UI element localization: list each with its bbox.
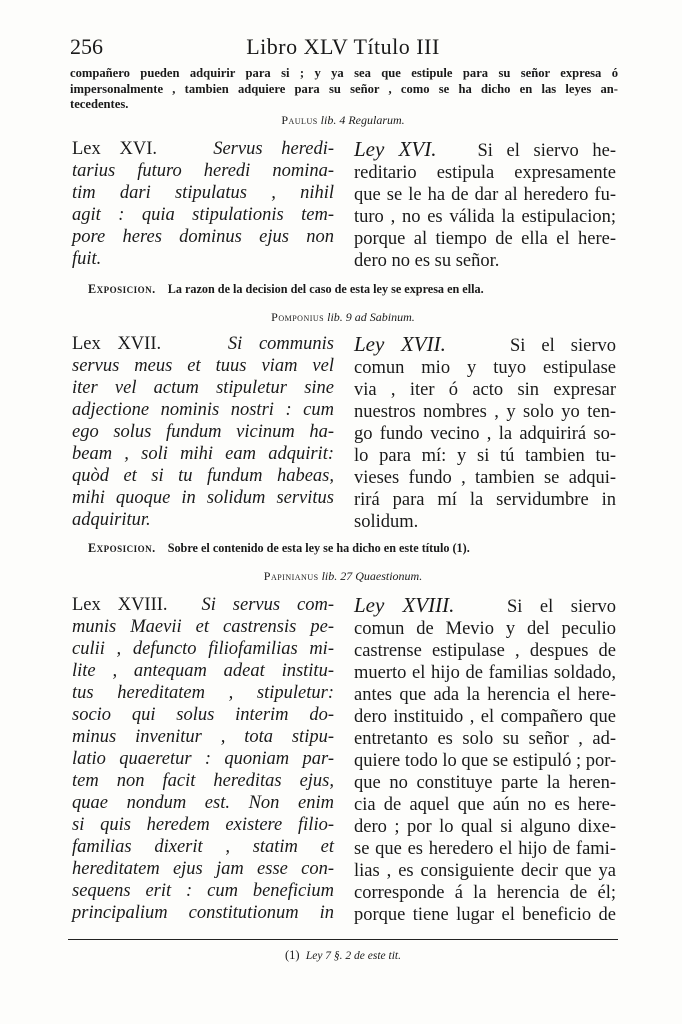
text-line: que no constituye parte la heren- — [354, 773, 616, 793]
exposicion — [88, 282, 618, 297]
text-line: beam , soli mihi eam adquirit: — [72, 444, 334, 464]
text-line: corresponde á la herencia de él; — [354, 883, 616, 903]
text-line: servus meus et tuus viam vel — [72, 356, 334, 376]
exposicion-text: Sobre el contenido de esta ley se ha dicho en este título (1). — [167, 541, 470, 555]
text-line: ego solus fundum vicinum ha- — [72, 422, 334, 442]
text-line: dero instituido , el compañero que — [354, 707, 616, 727]
source-author: Pomponius — [271, 310, 325, 324]
text-line: rirá para mí la servidumbre in — [354, 490, 616, 510]
text-line: via , iter ó acto sin expresar — [354, 380, 616, 400]
text-line: fuit. — [72, 249, 102, 269]
law-number: Ley XVIII. — [354, 593, 455, 617]
source-work: lib. 4 Regularum. — [320, 113, 405, 127]
text-line: latio quaeretur : quoniam par- — [72, 749, 334, 769]
footnote-text: Ley 7 §. 2 de este tit. — [305, 950, 401, 962]
text-line: comun mio y tuyo estipulase — [354, 358, 616, 378]
source-author: Papinianus — [263, 569, 319, 583]
text-line: porque al tiempo de ella el here- — [354, 229, 616, 249]
text-line: Si communis — [227, 334, 334, 354]
text-line: castrense estipulase , despues de — [354, 641, 616, 661]
law-number: Ley XVI. — [354, 137, 437, 161]
latin-text — [72, 333, 334, 531]
text-line: mihi quoque in solidum servitus — [72, 488, 334, 508]
text-line: dero ; por lo qual si alguno dixe- — [354, 817, 616, 837]
text-line: cia de aquel que aún no es here- — [354, 795, 616, 815]
text-line: lias , es consiguiente decir que ya — [354, 861, 616, 881]
text-line: tim dari stipulatus , nihil — [72, 183, 334, 203]
text-line: familias dixerit , statim et — [72, 837, 334, 857]
text-line: entretanto es solo su señor , ad- — [354, 729, 616, 749]
page-header — [70, 34, 616, 64]
text-line: Si el siervo — [509, 336, 617, 356]
text-line: tem non facit hereditas ejus, — [72, 771, 334, 791]
text-line: culii , defuncto filiofamilias mi- — [72, 639, 334, 659]
text-line: munis Maevii et castrensis pe- — [72, 617, 334, 637]
text-line: Si el siervo — [506, 597, 616, 617]
text-line: Si el siervo he- — [477, 141, 616, 161]
text-line: se que es heredero el hijo de fami- — [354, 839, 616, 859]
source-work: lib. 27 Quaestionum. — [321, 569, 423, 583]
text-line: quae nondum est. Non enim — [72, 793, 334, 813]
text-line: muerto el hijo de familias soldado, — [354, 663, 616, 683]
text-line: comun de Mevio y del peculio — [354, 619, 616, 639]
spanish-text — [354, 333, 616, 533]
text-line: quiere todo lo que se estipuló ; por- — [354, 751, 617, 771]
law-number: Lex XVI. — [72, 139, 157, 159]
text-line: principalium constitutionum in — [72, 903, 334, 923]
source-citation — [70, 113, 616, 128]
text-line: adquiritur. — [72, 510, 151, 530]
text-line: socio qui solus interim do- — [72, 705, 334, 725]
text-line: solidum. — [354, 512, 419, 532]
text-line: lo para mí: y si tú tambien tu- — [354, 446, 616, 466]
text-line: tarius futuro heredi nomina- — [72, 161, 334, 181]
intro-paragraph — [70, 66, 618, 113]
latin-text — [72, 138, 334, 270]
text-line: que se le ha de dar al heredero fu- — [354, 185, 616, 205]
intro-line: tecedentes. — [70, 97, 129, 111]
text-line: turo , no es válida la estipulacion; — [354, 207, 616, 227]
text-line: Servus heredi- — [213, 139, 334, 159]
law-number: Ley XVII. — [354, 332, 446, 356]
text-line: antes que ada la herencia el here- — [354, 685, 616, 705]
running-title: Libro XLV Título III — [246, 34, 440, 59]
text-line: lite , antequam adeat institu- — [72, 661, 334, 681]
source-author: Paulus — [281, 113, 318, 127]
text-line: adjectione nominis nostri : cum — [72, 400, 334, 420]
text-line: hereditatem ejus jam esse con- — [72, 859, 334, 879]
intro-line: compañero pueden adquirir para si ; y ya sea que estipule para su señor expresa ó — [70, 66, 618, 80]
text-line: vieses fundo , tambien se adqui- — [354, 468, 616, 488]
source-citation — [70, 310, 616, 325]
law-number: Lex XVII. — [72, 334, 162, 354]
exposicion — [88, 541, 618, 556]
exposicion-label: Exposicion. — [88, 282, 156, 296]
spanish-text — [354, 594, 616, 926]
text-line: iter vel actum stipuletur sine — [72, 378, 334, 398]
text-line: nuestros nombres , y solo yo ten- — [354, 402, 616, 422]
text-line: minus invenitur , tota stipu- — [72, 727, 334, 747]
spanish-text — [354, 138, 616, 272]
latin-text — [72, 594, 334, 924]
text-line: sequens erit : cum beneficium — [72, 881, 334, 901]
text-line: porque tiene lugar el beneficio de — [354, 905, 616, 925]
footnote-divider — [68, 939, 618, 940]
text-line: dero no es su señor. — [354, 251, 500, 271]
text-line: pore heres dominus ejus non — [72, 227, 334, 247]
text-line: go fundo vecino , la adquirirá so- — [354, 424, 616, 444]
text-line: quòd et si tu fundum habeas, — [72, 466, 334, 486]
footnote — [70, 948, 616, 963]
text-line: Si servus com- — [201, 595, 334, 615]
text-line: tus hereditatem , stipuletur: — [72, 683, 334, 703]
exposicion-text: La razon de la decision del caso de esta ley se expresa en ella. — [167, 282, 484, 296]
page-number: 256 — [70, 34, 103, 59]
source-citation — [70, 569, 616, 584]
source-work: lib. 9 ad Sabinum. — [327, 310, 415, 324]
law-number: Lex XVIII. — [72, 595, 168, 615]
intro-line: impersonalmente , tambien adquiere para su señor , como se ha dicho en las leyes an- — [70, 81, 618, 96]
text-line: reditario estipula expresamente — [354, 163, 616, 183]
text-line: agit : quia stipulationis tem- — [72, 205, 334, 225]
text-line: si quis heredem existere filio- — [72, 815, 334, 835]
footnote-mark: (1) — [284, 948, 300, 962]
exposicion-label: Exposicion. — [88, 541, 156, 555]
